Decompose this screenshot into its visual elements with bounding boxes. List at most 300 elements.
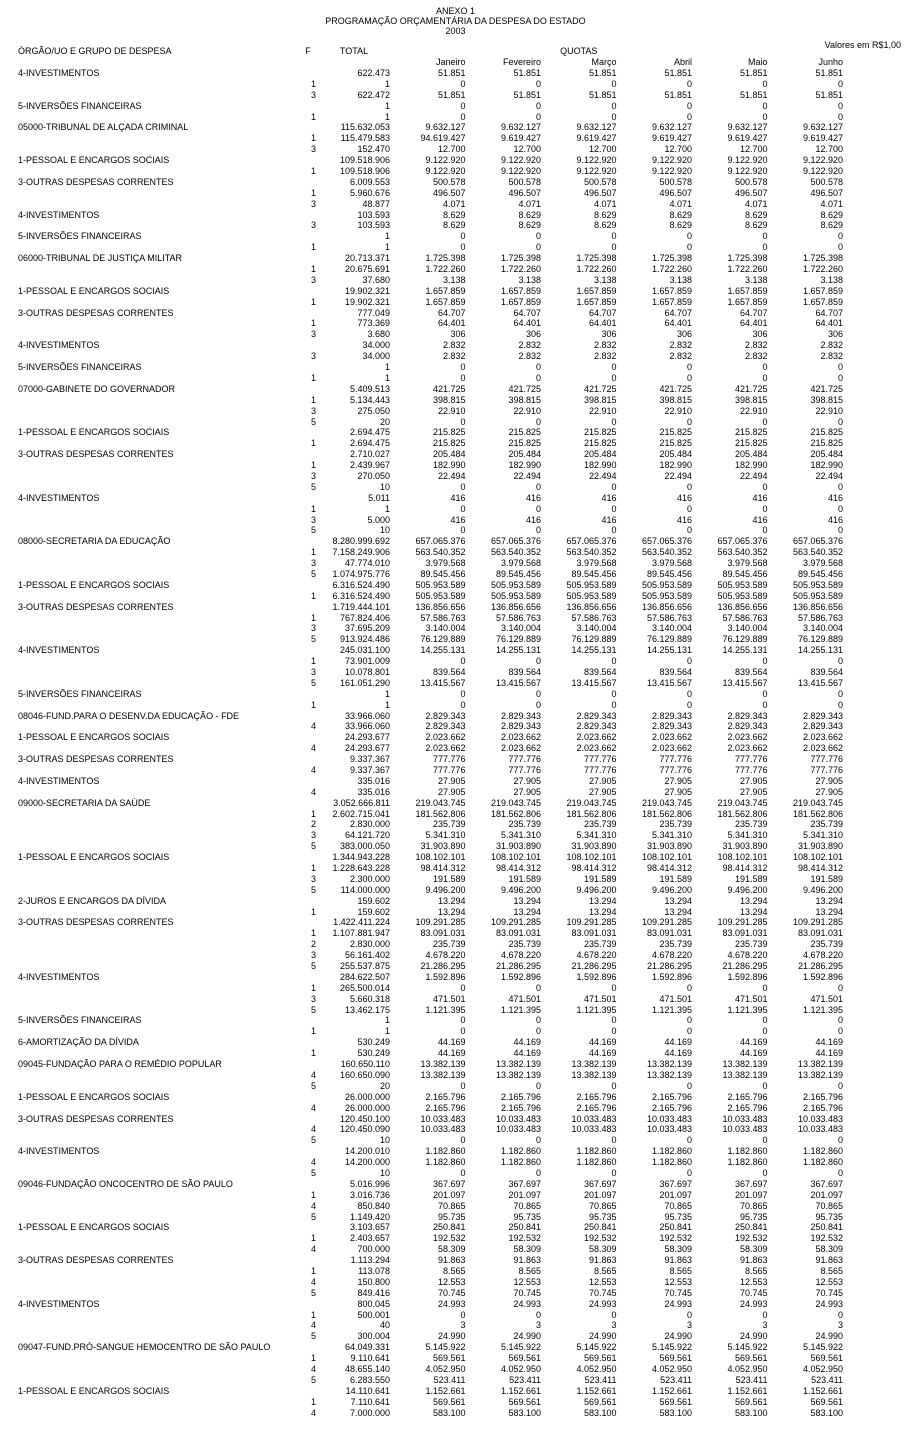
f-cell — [298, 1092, 318, 1103]
junho-cell: 14.255.131 — [797, 645, 843, 656]
f-cell: 1 — [310, 547, 316, 558]
table-row — [0, 743, 911, 754]
junho-cell: 496.507 — [810, 187, 843, 198]
fevereiro-cell: 3.979.568 — [500, 558, 541, 569]
fevereiro-cell: 0 — [535, 1135, 541, 1146]
orgao-cell: 4-INVESTIMENTOS — [18, 492, 100, 503]
maio-cell: 777.776 — [734, 765, 768, 775]
f-cell: 1 — [310, 1353, 316, 1364]
janeiro-cell: 0 — [460, 416, 466, 427]
janeiro-cell: 219.043.745 — [415, 797, 466, 808]
marco-cell: 12.700 — [588, 144, 617, 155]
f-cell — [298, 917, 318, 928]
table-row — [0, 732, 911, 743]
maio-cell: 0 — [762, 1167, 768, 1178]
junho-cell: 8.629 — [820, 220, 843, 231]
marco-cell: 24.993 — [588, 1298, 617, 1309]
junho-cell: 0 — [837, 1309, 843, 1320]
orgao-cell — [18, 1026, 298, 1037]
marco-cell: 4.071 — [593, 198, 617, 209]
marco-cell: 0 — [611, 1080, 617, 1091]
maio-cell: 0 — [762, 503, 768, 514]
janeiro-cell: 0 — [460, 1015, 466, 1026]
maio-cell: 3.140.004 — [727, 623, 768, 634]
table-row — [0, 1397, 911, 1408]
fevereiro-cell: 569.561 — [508, 1396, 541, 1407]
fevereiro-cell: 1.152.661 — [500, 1385, 541, 1396]
total-cell: 9.110.641 — [350, 1353, 390, 1364]
total-cell: 7.000.000 — [349, 1407, 390, 1418]
janeiro-cell: 70.865 — [437, 1200, 466, 1211]
orgao-cell — [18, 743, 298, 754]
f-cell — [298, 580, 318, 591]
junho-cell: 27.905 — [815, 775, 843, 786]
table-row — [0, 504, 911, 515]
abril-cell: 1.182.860 — [651, 1157, 692, 1168]
fevereiro-cell: 1.182.860 — [500, 1157, 541, 1168]
table-row — [0, 460, 911, 471]
table-row — [0, 210, 911, 221]
fevereiro-cell: 57.586.763 — [495, 612, 541, 623]
f-cell: 1 — [310, 264, 316, 275]
junho-cell: 569.561 — [810, 1396, 843, 1407]
fevereiro-cell: 13.382.139 — [495, 1059, 541, 1070]
orgao-cell — [18, 351, 298, 362]
abril-cell: 0 — [686, 503, 692, 514]
marco-cell: 2.829.343 — [576, 721, 617, 732]
fevereiro-cell: 27.905 — [513, 775, 541, 786]
marco-cell: 0 — [611, 1135, 617, 1146]
junho-cell: 13.415.567 — [797, 677, 843, 688]
janeiro-cell: 191.589 — [432, 873, 466, 884]
junho-cell: 181.562.806 — [792, 808, 843, 819]
orgao-cell — [18, 1244, 298, 1255]
f-cell: 3 — [310, 993, 316, 1004]
marco-cell: 98.414.312 — [571, 863, 617, 874]
abril-cell: 12.700 — [664, 144, 692, 155]
orgao-cell: 1-PESSOAL E ENCARGOS SOCIAIS — [18, 427, 170, 438]
junho-cell: 2.023.662 — [802, 732, 843, 743]
marco-cell: 1.722.260 — [576, 264, 617, 275]
f-cell: 5 — [310, 884, 316, 895]
orgao-cell: 1-PESSOAL E ENCARGOS SOCIAIS — [18, 579, 170, 590]
abril-cell: 44.169 — [664, 1048, 692, 1059]
orgao-cell — [18, 318, 298, 329]
fevereiro-cell: 5.341.310 — [500, 830, 541, 841]
orgao-cell: 3-OUTRAS DESPESAS CORRENTES — [18, 1255, 174, 1266]
fevereiro-cell: 569.561 — [508, 1353, 541, 1364]
total-cell: 849.416 — [357, 1287, 390, 1298]
junho-cell: 10.033.483 — [797, 1113, 843, 1124]
marco-cell: 1.121.395 — [576, 1004, 617, 1015]
fevereiro-cell: 505.953.589 — [490, 579, 541, 590]
junho-cell: 4.678.220 — [802, 950, 843, 961]
fevereiro-cell: 10.033.483 — [495, 1124, 541, 1135]
fevereiro-cell: 398.815 — [508, 394, 541, 405]
janeiro-cell: 777.776 — [432, 765, 466, 775]
marco-cell: 215.825 — [583, 438, 617, 449]
junho-cell: 1.152.661 — [802, 1385, 843, 1396]
abril-cell: 421.725 — [659, 383, 692, 394]
abril-cell: 98.414.312 — [646, 863, 692, 874]
total-cell: 1.149.420 — [349, 1211, 390, 1222]
table-row — [0, 830, 911, 841]
janeiro-cell: 421.725 — [432, 383, 466, 394]
fevereiro-cell: 235.739 — [508, 939, 541, 950]
marco-cell: 0 — [611, 1309, 617, 1320]
marco-cell: 0 — [611, 481, 617, 492]
orgao-cell — [18, 504, 298, 515]
table-row — [0, 787, 911, 798]
abril-cell: 219.043.745 — [641, 797, 692, 808]
table-row — [0, 1201, 911, 1212]
orgao-cell — [18, 994, 298, 1005]
janeiro-cell: 215.825 — [432, 438, 466, 449]
abril-cell: 235.739 — [659, 939, 692, 950]
maio-cell: 1.657.859 — [727, 285, 768, 296]
junho-cell: 8.629 — [820, 209, 843, 220]
total-cell: 245.031.100 — [339, 645, 390, 656]
fevereiro-cell: 44.169 — [513, 1048, 541, 1059]
junho-cell: 0 — [837, 481, 843, 492]
orgao-cell — [18, 1070, 298, 1081]
orgao-cell — [18, 950, 298, 961]
junho-cell: 95.735 — [815, 1211, 843, 1222]
fevereiro-cell: 64.401 — [513, 318, 541, 329]
table-row — [0, 1375, 911, 1386]
table-row — [0, 264, 911, 275]
abril-cell: 0 — [686, 481, 692, 492]
orgao-cell — [18, 1288, 298, 1299]
total-cell: 13.462.175 — [344, 1004, 390, 1015]
fevereiro-cell: 0 — [535, 231, 541, 242]
fevereiro-cell: 51.851 — [513, 68, 541, 78]
f-cell: 5 — [310, 525, 316, 536]
marco-cell: 0 — [611, 699, 617, 710]
maio-cell: 2.832 — [744, 351, 768, 362]
janeiro-cell: 657.065.376 — [415, 536, 466, 547]
f-cell — [298, 122, 318, 133]
orgao-cell — [18, 1135, 298, 1146]
abril-cell: 64.707 — [664, 307, 692, 318]
f-cell: 1 — [310, 394, 316, 405]
maio-cell: 0 — [762, 982, 768, 993]
abril-cell: 0 — [686, 372, 692, 383]
fevereiro-cell: 250.841 — [508, 1222, 541, 1233]
table-row — [0, 939, 911, 950]
total-cell: 1 — [384, 699, 390, 710]
maio-cell: 4.071 — [744, 198, 768, 209]
total-cell: 10 — [379, 1135, 390, 1146]
janeiro-cell: 0 — [460, 1309, 466, 1320]
abril-cell: 57.586.763 — [646, 612, 692, 623]
table-row — [0, 754, 911, 765]
fevereiro-cell: 0 — [535, 481, 541, 492]
total-cell: 913.924.486 — [339, 634, 390, 645]
orgao-cell — [18, 1331, 298, 1342]
orgao-cell — [18, 220, 298, 231]
fevereiro-cell: 9.122.920 — [500, 166, 541, 177]
orgao-cell — [18, 406, 298, 417]
maio-cell: 0 — [762, 525, 768, 536]
abril-cell: 0 — [686, 1135, 692, 1146]
f-cell: 1 — [310, 1026, 316, 1037]
junho-cell: 91.863 — [815, 1255, 843, 1266]
marco-cell: 3 — [611, 1320, 617, 1331]
marco-cell: 1.182.860 — [576, 1146, 617, 1157]
maio-cell: 0 — [762, 481, 768, 492]
abril-cell: 1.121.395 — [651, 1004, 692, 1015]
fevereiro-cell: 44.169 — [513, 1037, 541, 1048]
total-cell: 20 — [379, 1080, 390, 1091]
marco-cell: 367.697 — [583, 1178, 617, 1189]
abril-cell: 1.657.859 — [651, 296, 692, 307]
total-cell: 3.052.666.811 — [333, 797, 390, 808]
abril-cell: 83.091.031 — [646, 928, 692, 939]
f-cell — [298, 732, 318, 743]
junho-cell: 523.411 — [811, 1374, 843, 1385]
marco-cell: 64.707 — [588, 307, 617, 318]
table-row — [0, 961, 911, 972]
abril-cell: 496.507 — [659, 187, 692, 198]
abril-cell: 0 — [686, 242, 692, 253]
abril-cell: 22.494 — [664, 470, 692, 481]
orgao-cell — [18, 939, 298, 950]
total-cell: 1 — [384, 362, 390, 373]
fevereiro-cell: 8.629 — [518, 209, 541, 220]
marco-cell: 777.776 — [583, 765, 617, 775]
fevereiro-cell: 583.100 — [508, 1407, 541, 1418]
junho-cell: 235.739 — [810, 819, 843, 830]
fevereiro-cell: 5.145.922 — [500, 1342, 541, 1353]
table-row — [0, 950, 911, 961]
abril-cell: 2.832 — [669, 340, 692, 351]
maio-cell: 2.829.343 — [727, 710, 768, 721]
marco-cell: 1.725.398 — [576, 253, 617, 264]
orgao-cell — [18, 329, 298, 340]
maio-cell: 505.953.589 — [717, 579, 768, 590]
f-cell — [298, 1146, 318, 1157]
f-cell: 1 — [310, 1048, 316, 1059]
orgao-cell: 4-INVESTIMENTOS — [18, 775, 100, 786]
marco-cell: 2.829.343 — [576, 710, 617, 721]
marco-cell: 44.169 — [588, 1037, 617, 1048]
table-row — [0, 558, 911, 569]
table-row — [0, 1233, 911, 1244]
fevereiro-cell: 219.043.745 — [490, 797, 541, 808]
orgao-cell — [18, 438, 298, 449]
junho-cell: 0 — [837, 372, 843, 383]
janeiro-cell: 24.993 — [437, 1298, 466, 1309]
marco-cell: 9.632.127 — [576, 122, 617, 133]
fevereiro-cell: 13.294 — [513, 895, 541, 906]
fevereiro-cell: 22.494 — [513, 470, 541, 481]
maio-cell: 306 — [752, 329, 768, 340]
orgao-cell — [18, 1310, 298, 1321]
table-row — [0, 1331, 911, 1342]
janeiro-cell: 57.586.763 — [420, 612, 466, 623]
junho-cell: 2.165.796 — [802, 1102, 843, 1113]
abril-cell: 0 — [686, 362, 692, 373]
abril-cell: 0 — [686, 688, 692, 699]
total-cell: 2.694.475 — [349, 438, 390, 449]
fevereiro-cell: 0 — [535, 525, 541, 536]
janeiro-cell: 181.562.806 — [415, 808, 466, 819]
fevereiro-cell: 1.657.859 — [500, 285, 541, 296]
fevereiro-cell: 4.071 — [518, 198, 541, 209]
janeiro-cell: 0 — [460, 688, 466, 699]
abril-cell: 523.411 — [660, 1374, 692, 1385]
fevereiro-cell: 1.657.859 — [500, 296, 541, 307]
abril-cell: 4.678.220 — [651, 950, 692, 961]
janeiro-cell: 0 — [460, 242, 466, 253]
marco-cell: 569.561 — [583, 1353, 617, 1364]
maio-cell: 777.776 — [734, 754, 768, 765]
maio-cell: 24.990 — [739, 1331, 768, 1342]
orgao-cell — [18, 1103, 298, 1114]
fevereiro-cell: 2.165.796 — [500, 1102, 541, 1113]
table-row — [0, 623, 911, 634]
abril-cell: 4.071 — [669, 198, 692, 209]
table-row — [0, 1092, 911, 1103]
junho-cell: 4.071 — [820, 198, 843, 209]
total-cell: 48.655.140 — [344, 1363, 390, 1374]
janeiro-cell: 44.169 — [437, 1048, 466, 1059]
janeiro-cell: 136.856.656 — [415, 601, 466, 612]
junho-cell: 0 — [837, 111, 843, 122]
abril-cell: 0 — [686, 100, 692, 111]
maio-cell: 496.507 — [734, 187, 768, 198]
table-row — [0, 155, 911, 166]
abril-cell: 13.415.567 — [646, 677, 692, 688]
junho-cell: 89.545.456 — [797, 568, 843, 579]
junho-cell: 416 — [827, 492, 843, 503]
fevereiro-cell: 9.632.127 — [500, 122, 541, 133]
total-cell: 109.518.906 — [339, 166, 390, 177]
junho-cell: 421.725 — [810, 383, 843, 394]
janeiro-cell: 416 — [450, 492, 466, 503]
orgao-cell — [18, 471, 298, 482]
total-cell: 47.774.010 — [344, 558, 390, 569]
total-cell: 20 — [379, 416, 390, 427]
marco-cell: 24.990 — [588, 1331, 617, 1342]
total-cell: 1 — [384, 78, 390, 89]
janeiro-cell: 0 — [460, 982, 466, 993]
table-row — [0, 1081, 911, 1092]
janeiro-cell: 22.494 — [437, 470, 466, 481]
f-cell: 3 — [310, 144, 316, 155]
orgao-cell: 09047-FUND.PRÓ-SANGUE HEMOCENTRO DE SÃO PAULO — [18, 1342, 271, 1353]
junho-cell: 235.739 — [810, 939, 843, 950]
f-cell — [298, 972, 318, 983]
orgao-cell — [18, 79, 298, 90]
abril-cell: 24.993 — [664, 1298, 692, 1309]
orgao-cell: 09046-FUNDAÇÃO ONCOCENTRO DE SÃO PAULO — [18, 1178, 233, 1189]
maio-cell: 0 — [762, 699, 768, 710]
table-row — [0, 928, 911, 939]
marco-cell: 250.841 — [583, 1222, 617, 1233]
total-cell: 113.078 — [358, 1265, 390, 1276]
abril-cell: 1.152.661 — [651, 1385, 692, 1396]
marco-cell: 583.100 — [583, 1407, 617, 1418]
total-cell: 1 — [384, 242, 390, 253]
marco-cell: 136.856.656 — [566, 601, 617, 612]
f-cell — [298, 1255, 318, 1266]
table-row — [0, 329, 911, 340]
total-cell: 64.121.720 — [344, 830, 390, 841]
total-cell: 2.439.967 — [349, 460, 390, 471]
total-cell: 5.960.676 — [349, 187, 390, 198]
marco-cell: 64.401 — [588, 318, 617, 329]
f-cell — [298, 68, 318, 79]
f-cell — [298, 602, 318, 613]
fevereiro-cell: 8.565 — [518, 1265, 541, 1276]
janeiro-cell: 2.165.796 — [425, 1102, 466, 1113]
janeiro-cell: 777.776 — [432, 754, 466, 765]
table-row — [0, 406, 911, 417]
marco-cell: 83.091.031 — [571, 928, 617, 939]
orgao-cell: 4-INVESTIMENTOS — [18, 340, 100, 351]
abril-cell: 22.910 — [664, 405, 692, 416]
fevereiro-cell: 2.829.343 — [500, 710, 541, 721]
janeiro-cell: 44.169 — [437, 1037, 466, 1048]
marco-cell: 0 — [611, 982, 617, 993]
marco-cell: 5.341.310 — [576, 830, 617, 841]
fevereiro-cell: 235.739 — [508, 819, 541, 830]
marco-cell: 181.562.806 — [566, 808, 617, 819]
abril-cell: 10.033.483 — [646, 1124, 692, 1135]
total-cell: 255.537.875 — [339, 961, 390, 972]
abril-cell: 0 — [686, 1167, 692, 1178]
orgao-cell — [18, 515, 298, 526]
abril-cell: 2.165.796 — [651, 1091, 692, 1102]
janeiro-cell: 4.071 — [442, 198, 466, 209]
total-cell: 2.694.475 — [349, 427, 390, 438]
table-row — [0, 1320, 911, 1331]
fevereiro-cell: 1.121.395 — [500, 1004, 541, 1015]
f-cell — [298, 177, 318, 188]
orgao-cell: 3-OUTRAS DESPESAS CORRENTES — [18, 176, 174, 187]
f-cell: 5 — [310, 841, 316, 852]
abril-cell: 0 — [686, 1026, 692, 1037]
document-title-block — [0, 0, 911, 36]
marco-cell: 2.832 — [593, 340, 617, 351]
marco-cell: 9.122.920 — [576, 166, 617, 177]
marco-cell: 471.501 — [583, 993, 617, 1004]
marco-cell: 3.140.004 — [576, 623, 617, 634]
total-cell: 14.110.641 — [345, 1385, 390, 1396]
table-row — [0, 220, 911, 231]
maio-cell: 22.910 — [739, 405, 768, 416]
table-row — [0, 983, 911, 994]
f-cell: 4 — [310, 1157, 316, 1168]
total-cell: 33.966.060 — [344, 710, 390, 721]
junho-cell: 219.043.745 — [792, 797, 843, 808]
total-cell: 14.200.000 — [344, 1157, 390, 1168]
junho-cell: 2.829.343 — [802, 721, 843, 732]
maio-cell: 2.165.796 — [727, 1091, 768, 1102]
fevereiro-cell: 70.865 — [513, 1200, 541, 1211]
table-row — [0, 449, 911, 460]
total-cell: 5.134.443 — [349, 394, 390, 405]
fevereiro-cell: 89.545.456 — [495, 568, 541, 579]
table-row — [0, 286, 911, 297]
janeiro-cell: 0 — [460, 481, 466, 492]
junho-cell: 4.052.950 — [802, 1363, 843, 1374]
table-row — [0, 602, 911, 613]
junho-cell: 3.138 — [820, 274, 843, 285]
f-cell: 1 — [310, 1265, 316, 1276]
